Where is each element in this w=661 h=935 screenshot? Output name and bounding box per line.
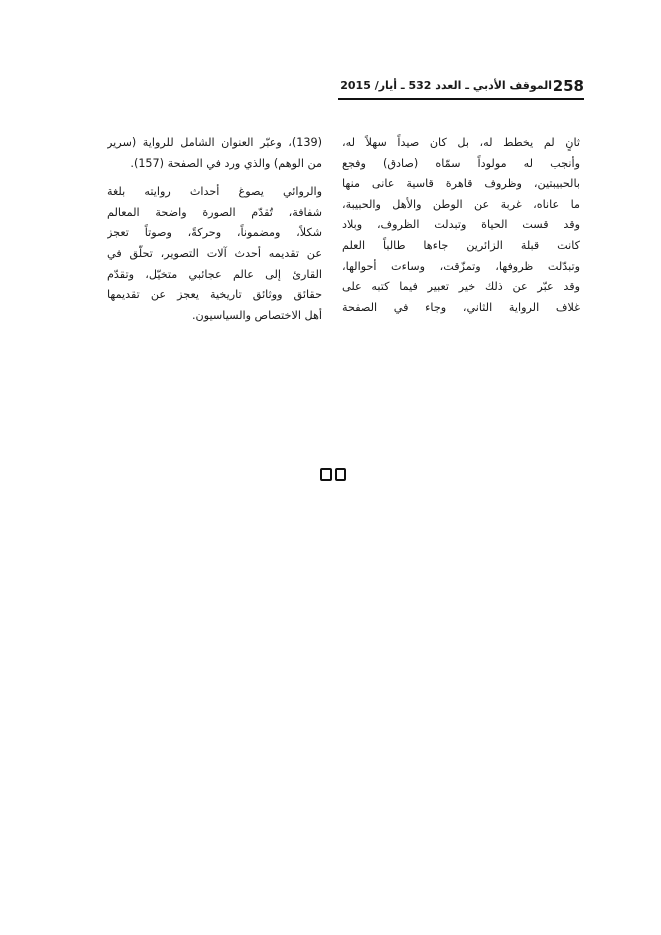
ornament-square-icon — [320, 468, 332, 481]
page-header — [338, 76, 584, 100]
text-line: شكلاً، ومضموناً، وحركةً، وصوتاً تعجز — [107, 226, 322, 240]
left-column — [107, 133, 322, 326]
right-column — [342, 133, 580, 318]
running-head: الموقف الأدبي ـ العدد 532 ـ أيار/ 2015 — [340, 79, 552, 92]
paragraph-gap — [107, 174, 322, 182]
text-line: أهل الاختصاص والسياسيون. — [192, 308, 322, 322]
page-number: 258 — [552, 77, 584, 95]
double-square-ornament-icon — [320, 468, 346, 480]
text-line: شفافة، تُقدّم الصورة واضحة المعالم — [107, 205, 322, 219]
text-line: ثانٍ لم يخطط له، بل كان صيداً سهلاً له، — [342, 136, 580, 149]
text-line: من الوهم) والذي ورد في الصفحة (157). — [130, 156, 322, 170]
text-line: ما عاناه، غربة عن الوطن والأهل والحبيبة، — [342, 197, 580, 211]
text-line: وتبدّلت ظروفها، وتمزّقت، وساءت أحوالها، — [342, 259, 580, 273]
ornament-square-icon — [335, 468, 347, 481]
text-line: بالحبيبتين، وظروف قاهرة قاسية عانى منها — [342, 177, 580, 191]
header-rule — [338, 98, 584, 100]
text-line: كانت قبلة الزائرين جاءها طالباً العلم — [342, 238, 580, 252]
text-line: والروائي يصوغ أحداث روايته بلغة — [107, 185, 322, 199]
text-line: وأنجب له مولوداً سمّاه (صادق) وفجع — [342, 156, 580, 170]
text-line: عن تقديمه أحدث آلات التصوير، تحلّق في — [107, 246, 322, 260]
text-line: وقد قست الحياة وتبدلت الظروف، وبلاد — [342, 218, 580, 232]
text-line: وقد عبّر عن ذلك خير تعبير فيما كتبه على — [342, 280, 580, 294]
text-line: القارئ إلى عالم عجائبي متخيّل، وتقدّم — [107, 267, 322, 281]
text-line: غلاف الرواية الثاني، وجاء في الصفحة — [342, 300, 580, 314]
text-line: حقائق ووثائق تاريخية يعجز عن تقديمها — [107, 288, 322, 302]
text-line: (139)، وعبّر العنوان الشامل للرواية (سرير — [107, 136, 322, 149]
